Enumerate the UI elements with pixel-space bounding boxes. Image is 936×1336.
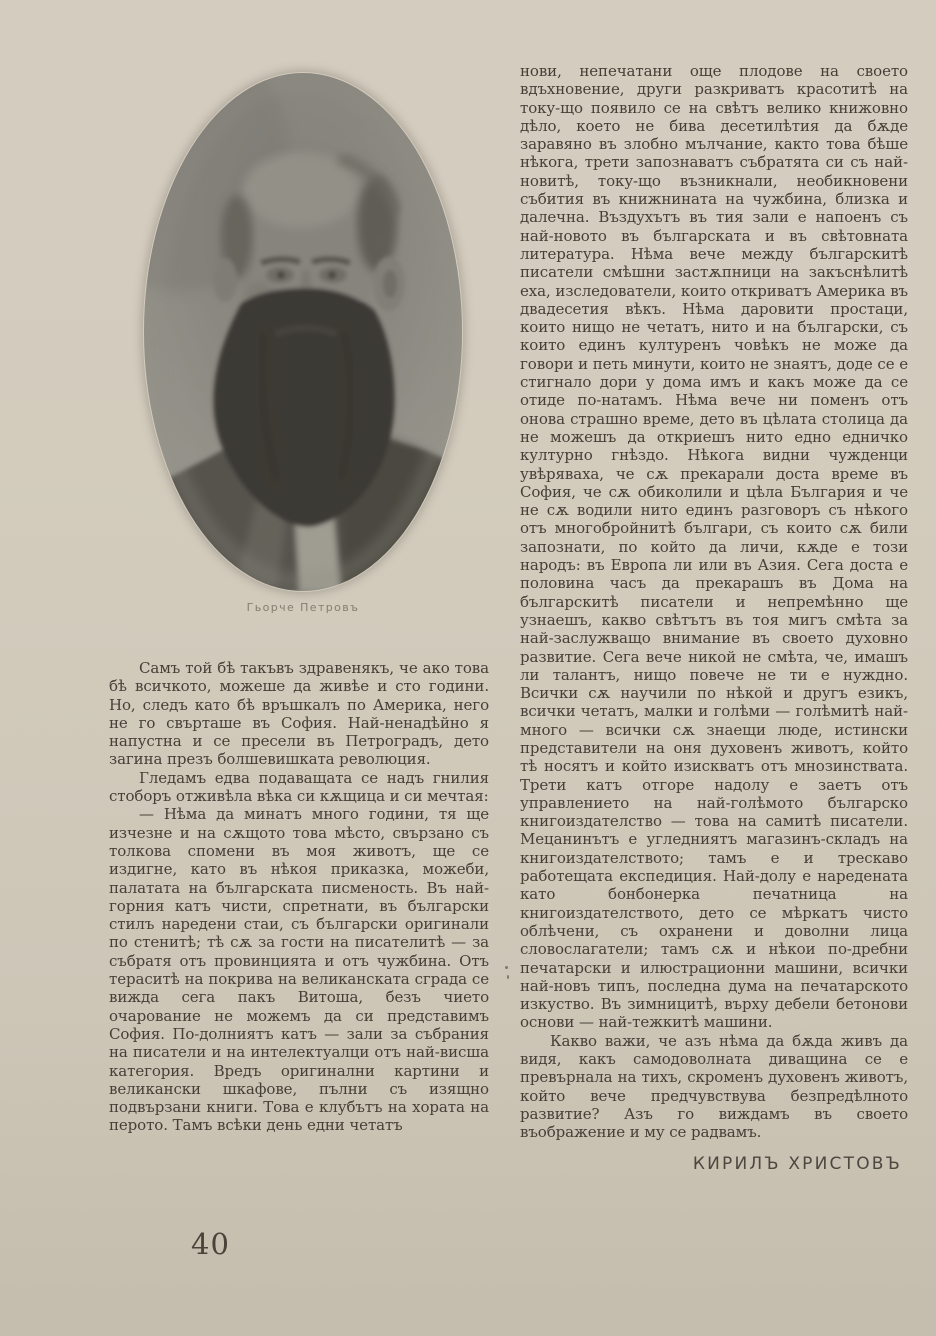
portrait-caption: Гьорче Петровъ [246, 601, 360, 614]
author-signature: КИРИЛЪ ХРИСТОВЪ [692, 1153, 902, 1174]
paragraph: Какво важи, че азъ нѣма да бѫда живъ да видя, какъ самодоволната диващина се е превърнала на тихъ, скроменъ духовенъ животъ, който вече предчувствува безпредѣлното развитие? Азъ го виждамъ въ своето въображение и му се радвамъ. [520, 1031, 908, 1142]
ink-speck [507, 975, 509, 979]
portrait-photo [143, 72, 463, 592]
portrait-photo-svg [143, 72, 463, 592]
paragraph: — Нѣма да минатъ много години, тя ще изчезне и на сѫщото това мѣсто, свързано съ толкова спомени въ моя животъ, ще се издигне, като въ нѣкоя приказка, можеби, палатата на българската писменость. Въ най-горния катъ чисти, спретнати, въ български стилъ наредени стаи, съ български оригинали по стенитѣ; тѣ сѫ за гости на писателитѣ — за събратя отъ провинцията и отъ чужбина. Отъ тераситѣ на покрива на великанската сграда се вижда сега пакъ Витоша, безъ чието очарование не можемъ да си представимъ София. По-долниятъ катъ — зали за събрания на писатели и на интелектуалци отъ най-висша категория. Вредъ оригинални картини и великански шкафове, пълни съ изящно подвързани книги. Това е клубътъ на хората на перото. Тамъ всѣки день едни четатъ [109, 805, 489, 1135]
ink-speck [505, 966, 508, 969]
paragraph: нови, непечатани още плодове на своето вдъхновение, други разкриватъ красотитѣ на току-що появило се на свѣтъ велико книжовно дѣло, което не бива десетилѣтия да бѫде заравяно въ злобно мълчание, както това бѣше нѣкога, трети запознаватъ събратята си съ най-новитѣ, току-що възникнали, необикновени събития въ книжнината на чужбина, близка и далечна. Въздухътъ въ тия зали е напоенъ съ най-новото въ българската и въ свѣтовната литература. Нѣма вече между българскитѣ писатели смѣшни застѫпници на закъснѣлитѣ еха, изследователи, които откриватъ Америка въ двадесетия вѣкъ. Нѣма даровити простаци, които нищо не четатъ, нито и на български, съ които единъ културенъ човѣкъ не може да говори и петь минути, които не знаятъ, доде се е стигнало дори у дома имъ и какъ може да се отиде по-натамъ. Нѣма вече ни поменъ отъ онова страшно време, дето въ цѣлата столица да не можешъ да откриешъ нито едно едничко културно гнѣздо. Нѣкога видни чужденци увѣряваха, че сѫ прекарали доста време въ София, че сѫ обиколили и цѣла България и че не сѫ водили нито единъ разговоръ съ нѣкого отъ многобройнитѣ българи, съ които сѫ били запознати, по който да личи, кѫде е този народъ: въ Европа ли или въ Азия. Сега доста е половина часъ да прекарашъ въ Дома на българскитѣ писатели и непремѣнно ще узнаешъ, какво свѣтътъ въ тоя мигъ смѣта за най-заслужващо внимание въ своето духовно развитие. Сега вече никой не смѣта, че, имашъ ли талантъ, нищо повече не ти е нуждно. Всички сѫ научили по нѣкой и другъ езикъ, всички четатъ, малки и голѣми — голѣмитѣ най-много — всички сѫ знаещи люде, истински представители на оня духовенъ животъ, който тѣ носятъ и който изискватъ отъ мнозинствата. Трети катъ отгоре надолу е заетъ отъ управлението на най-голѣмото българско книгоиздателство — това на самитѣ писатели. Мецанинътъ е угледниятъ магазинъ-складъ на книгоиздателството; тамъ е и трескаво работещата експедиция. Най-долу е наредената като бонбонерка печатница на книгоиздателството, дето се мѣркатъ чисто облѣчени, съ охранени и доволни лица словослагатели; тамъ сѫ и нѣкои по-дребни печатарски и илюстрационни машини, всички най-новъ типъ, последна дума на печатарското изкуство. Въ зимницитѣ, върху дебели бетонови основи — най-тежкитѣ машини. [520, 62, 908, 1032]
paragraph: Гледамъ едва подаващата се надъ гнилия стоборъ отживѣла вѣка си кѫщица и си мечтая: [109, 768, 489, 806]
left-column [109, 659, 489, 1135]
right-column [520, 62, 908, 1173]
paragraph: Самъ той бѣ такъвъ здравенякъ, че ако това бѣ всичкото, можеше да живѣе и сто години. Но, следъ като бѣ връшкалъ по Америка, него не го свърташе въ София. Най-ненадѣйно я напустна и се пресели въ Петроградъ, дето загина презъ болшевишката революция. [109, 659, 489, 769]
page-number: 40 [191, 1227, 230, 1261]
